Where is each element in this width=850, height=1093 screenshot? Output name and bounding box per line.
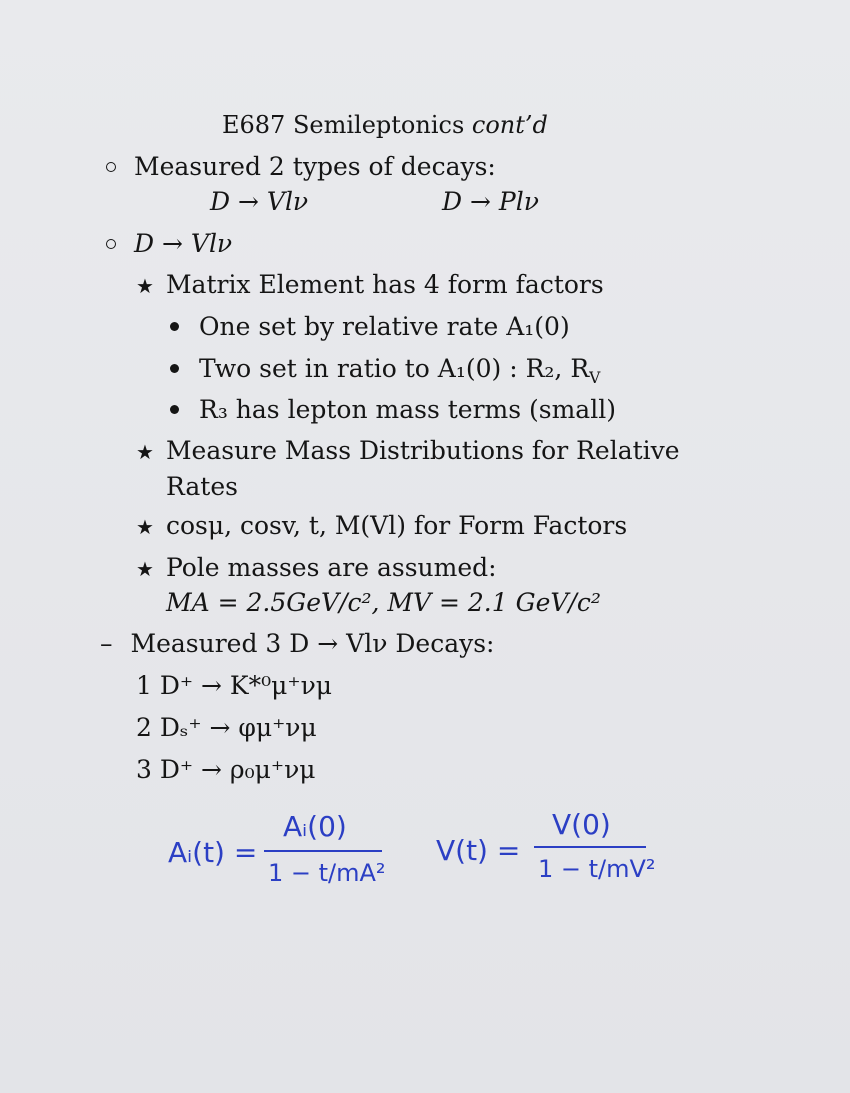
star-bullet-icon: ★ [136,274,154,298]
list-item [136,436,680,467]
list-item [170,354,600,393]
pole-values: MA = 2.5GeV/c², MV = 2.1 GeV/c² [166,588,601,617]
open-circle-bullet-icon [106,239,116,249]
dot-bullet-icon [170,405,179,414]
fraction-bar-a [264,850,382,852]
cos-line-text: cosμ, cosv, t, M(Vl) for Form Factors [165,511,628,540]
handwritten-den-v: 1 − t/mV² [538,855,656,883]
handwritten-num-v: V(0) [552,808,611,841]
star-bullet-icon: ★ [136,440,154,464]
one-set-text: One set by relative rate A₁(0) [199,312,570,341]
list-item [136,511,627,542]
two-set-subscript: V [589,369,601,387]
fraction-bar-v [534,846,646,848]
pole-masses-text: Pole masses are assumed: [165,553,497,582]
list-item [106,229,232,259]
decay-vlv: D → Vlν [210,187,309,216]
handwritten-num-a: Aᵢ(0) [283,810,347,843]
handwritten-lhs-v: V(t) = [436,834,521,867]
open-circle-bullet-icon [106,162,116,172]
two-set-text: Two set in ratio to A₁(0) : R₂, R [199,354,590,383]
measure-mass-text: Measure Mass Distributions for Relative [165,436,680,465]
r3-text: R₃ has lepton mass terms (small) [199,395,616,424]
title-italic: cont’d [471,111,548,139]
d-to-vlv-heading: D → Vlν [134,229,233,258]
list-item [106,152,496,182]
list-item [170,312,570,342]
dash-bullet-icon: – [100,629,113,658]
decay-2: 2 Dₛ⁺ → φμ⁺νμ [136,713,317,742]
measure-mass-continued: Rates [166,472,238,501]
measured-types-text: Measured 2 types of decays: [134,152,496,181]
measured-3-text: Measured 3 D → Vlν Decays: [130,629,495,658]
list-item [100,629,494,659]
decay-1: 1 D⁺ → K*⁰μ⁺νμ [136,671,333,700]
dot-bullet-icon [170,322,179,331]
list-item [136,553,497,584]
handwritten-lhs-a: Aᵢ(t) = [168,836,258,869]
dot-bullet-icon [170,364,179,373]
star-bullet-icon: ★ [136,557,154,581]
list-item [170,395,616,425]
decay-3: 3 D⁺ → ρ₀μ⁺νμ [136,755,316,784]
star-bullet-icon: ★ [136,515,154,539]
title-main: E687 Semileptonics [222,111,465,139]
handwritten-den-a: 1 − t/mA² [268,859,386,887]
page-title [222,110,548,140]
list-item [136,270,604,301]
matrix-element-text: Matrix Element has 4 form factors [165,270,604,299]
decay-plv: D → Plν [442,187,539,216]
